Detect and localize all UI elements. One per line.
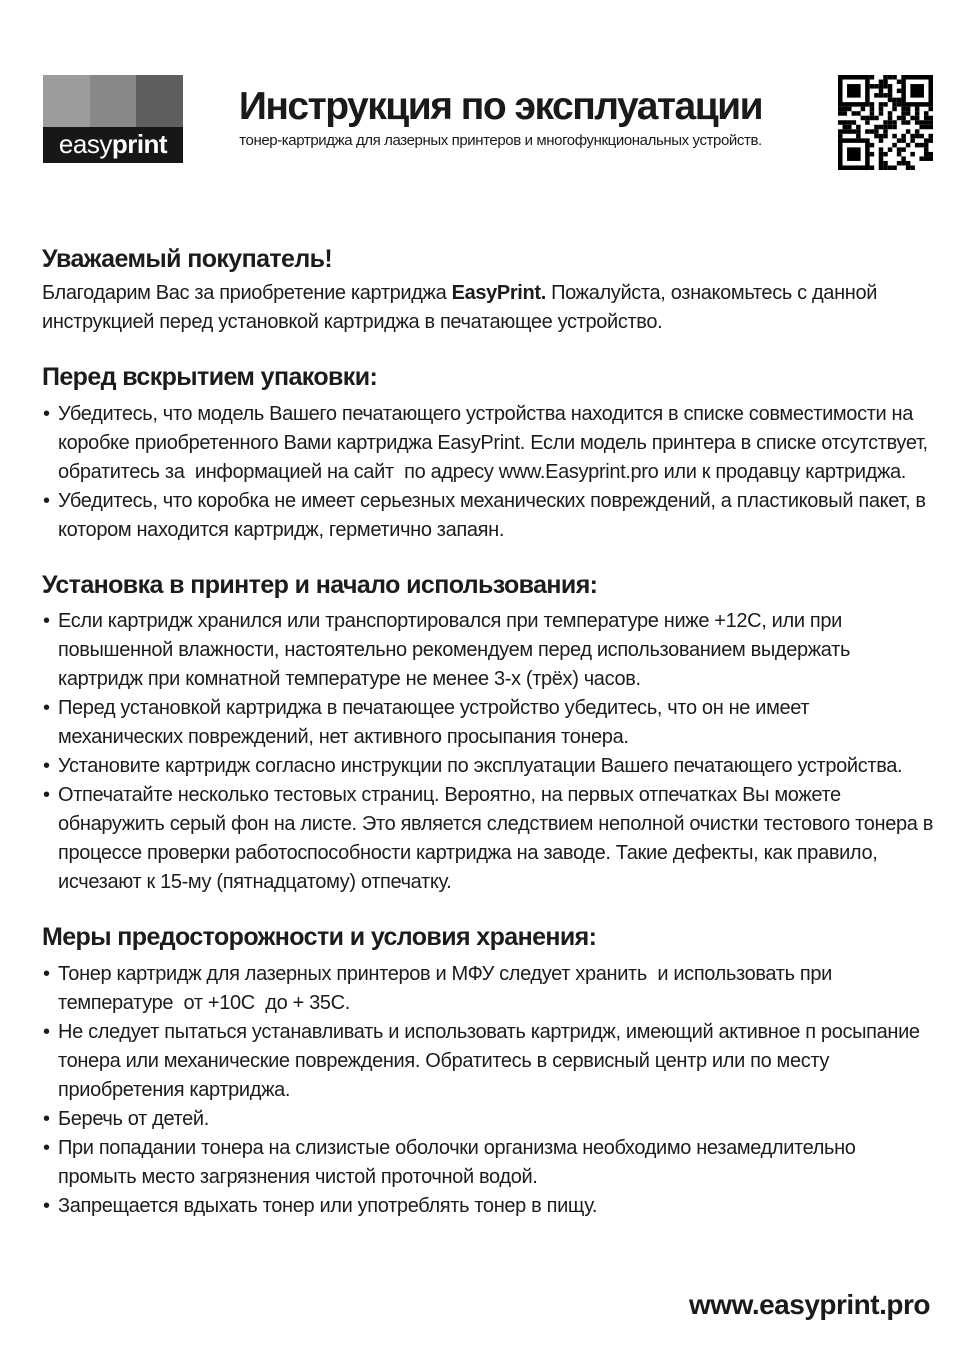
before-opening-heading: Перед вскрытием упаковки: — [42, 362, 378, 391]
bullet-item — [42, 752, 934, 781]
bullet-text: Перед установкой картриджа в печатающее устройство убедитесь, что он не имеет механических повреждений, нет активного просыпания тонера. — [58, 697, 815, 749]
bullet-text: При попадании тонера на слизистые оболочки организма необходимо незамедлительно промыть место загрязнения чистой проточной водой. — [58, 1137, 861, 1188]
qr-code — [838, 75, 933, 170]
installation-heading: Установка в принтер и начало использования: — [42, 570, 598, 599]
logo-squares — [43, 75, 183, 127]
document-header — [43, 75, 933, 170]
bullet-text: Убедитесь, что коробка не имеет серьезных механических повреждений, а пластиковый пакет, в котором находится картридж, герметично запаян. — [58, 489, 931, 541]
bullet-text: Установите картридж согласно инструкции по эксплуатации Вашего печатающего устройства. — [58, 755, 903, 778]
bullet-text: Тонер картридж для лазерных принтеров и МФУ следует хранить и использовать при температуре от +10С до + 35С. — [58, 963, 838, 1014]
document-body — [42, 245, 939, 1221]
section-installation — [42, 570, 939, 898]
section-before-opening — [42, 363, 934, 545]
installation-list — [42, 607, 939, 897]
page-title: Инструкция по эксплуатации — [238, 85, 763, 128]
bullet-item — [42, 781, 939, 897]
page-subtitle: тонер-картриджа для лазерных принтеров и многофункциональных устройств. — [239, 131, 762, 149]
bullet-item — [42, 487, 934, 545]
bullet-text: Не следует пытаться устанавливать и использовать картридж, имеющий активное п росыпание тонера или механические повреждения. Обратитесь в сервисный центр или по месту приобретения картриджа. — [58, 1021, 925, 1101]
bullet-item — [42, 1134, 934, 1192]
logo-square-medium — [90, 75, 137, 127]
logo-wordmark — [43, 127, 183, 163]
precautions-heading: Меры предосторожности и условия хранения: — [42, 923, 597, 952]
greeting-text-start: Благодарим Вас за приобретение картриджа — [42, 281, 452, 304]
greeting-heading: Уважаемый покупатель! — [42, 245, 333, 273]
logo-square-dark — [136, 75, 183, 127]
bullet-item — [42, 694, 934, 752]
bullet-item — [42, 1018, 934, 1105]
precautions-list — [42, 960, 934, 1221]
bullet-text: Если картридж хранился или транспортировался при температуре ниже +12С, или при повышенной влажности, настоятельно рекомендуем перед использованием выдержать картридж при комнатной температуре не менее 3-х (трёх) часов. — [58, 610, 856, 691]
easyprint-logo — [43, 75, 183, 163]
section-precautions — [42, 923, 934, 1221]
bullet-item — [42, 607, 934, 694]
greeting-paragraph — [42, 279, 934, 337]
website-url: www.easyprint.pro — [689, 1289, 930, 1320]
bullet-item — [42, 1105, 934, 1134]
bullet-item — [42, 960, 934, 1018]
logo-word-easy: easy — [58, 128, 112, 159]
logo-square-light — [43, 75, 90, 127]
greeting-text-end: Пожалуйста, ознакомьтесь с данной инструкцией перед установкой картриджа в печатающее устройство. — [42, 281, 878, 333]
before-opening-list — [42, 400, 934, 545]
bullet-text: Убедитесь, что модель Вашего печатающего устройства находится в списке совместимости на коробке приобретенного Вами картриджа EasyPrint. Если модель принтера в списке отсутствует, обратитесь за информацией на сайт по адресу www.Easyprint.pro или к продавцу картриджа. — [58, 402, 933, 483]
bullet-text: Отпечатайте несколько тестовых страниц. Вероятно, на первых отпечатках Вы можете обнаружить серый фон на листе. Это является следствием неполной очистки тестового тонера в процессе проверки работоспособности картриджа на заводе. Такие дефекты, как правило, исчезают к 15-му (пятнадцатому) отпечатку. — [58, 784, 939, 894]
bullet-item — [42, 1192, 934, 1221]
section-greeting — [42, 245, 934, 337]
title-block — [193, 85, 808, 149]
logo-word-print: print — [111, 128, 168, 159]
bullet-text: Запрещается вдыхать тонер или употреблять тонер в пищу. — [58, 1195, 598, 1217]
bullet-item — [42, 400, 934, 487]
bullet-text: Беречь от детей. — [58, 1108, 209, 1130]
brand-name-bold: EasyPrint. — [451, 281, 546, 304]
